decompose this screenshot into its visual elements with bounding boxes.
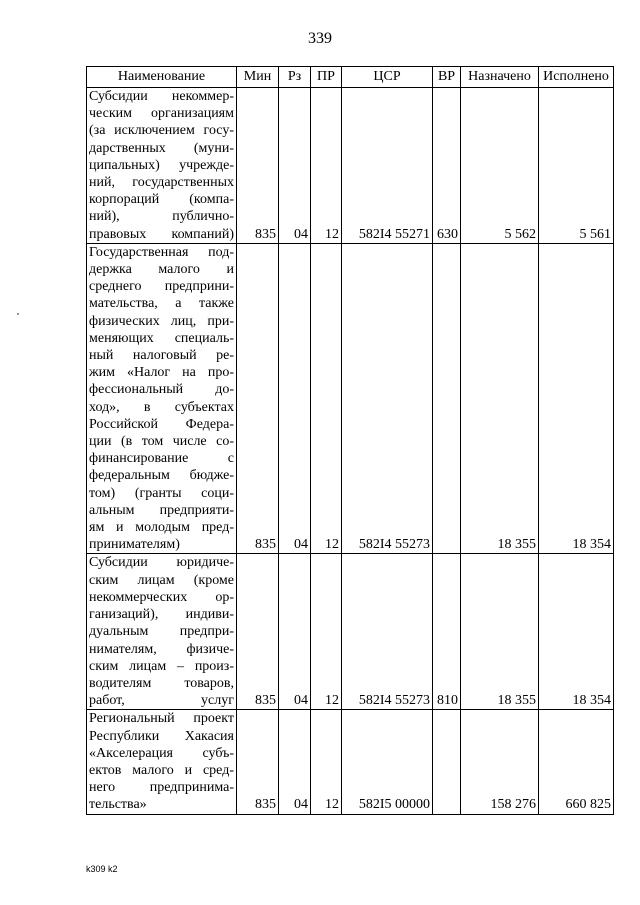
table-row [87,710,614,814]
row-name [87,554,237,710]
table-row [87,554,614,710]
row-name-line: нимателям, физиче- [89,641,234,657]
row-vr: 630 [433,88,461,244]
row-name-line: Субсидии юридиче- [89,555,234,571]
row-csr: 582I4 55273 [342,243,433,554]
table-row [87,243,614,554]
row-executed: 18 354 [539,554,614,710]
row-name-line: ципальных) учрежде- [89,157,234,173]
row-name-line: ний), публично- [89,209,234,225]
row-vr [433,243,461,554]
row-name-line: тельства» [89,797,147,813]
row-name-line: корпораций (компа- [89,192,234,208]
row-assigned: 18 355 [461,243,539,554]
row-name [87,88,237,244]
row-executed: 5 561 [539,88,614,244]
header-rz: Рз [279,67,311,88]
row-name-line: принимателям) [89,537,180,553]
row-name-line: «Акселерация субъ- [89,745,234,761]
row-name-line: Российской Федера- [89,416,234,432]
row-pr: 12 [311,710,342,814]
header-vr: ВР [433,67,461,88]
row-name-line: финансирование с [89,451,234,467]
row-min: 835 [237,88,279,244]
row-name [87,243,237,554]
header-assigned: Назначено [461,67,539,88]
row-assigned: 18 355 [461,554,539,710]
header-executed: Исполнено [539,67,614,88]
row-name-line: дуальным предпри- [89,624,234,640]
row-assigned: 5 562 [461,88,539,244]
row-name-line: работ, услуг [89,693,234,709]
header-pr: ПР [311,67,342,88]
row-pr: 12 [311,554,342,710]
table-row [87,88,614,244]
row-name-line: федеральным бюдже- [89,468,234,484]
header-name: Наименование [87,67,237,88]
row-name-line: том) (гранты соци- [89,485,234,501]
row-pr: 12 [311,243,342,554]
budget-table [86,66,614,815]
row-name-line: ским лицам (кроме [89,572,234,588]
row-name-line: ний, государственных [89,175,234,191]
header-csr: ЦСР [342,67,433,88]
row-name-line: держка малого и [89,262,234,278]
row-name-line: некоммерческих ор- [89,589,234,605]
row-name-line: меняющих специаль- [89,330,234,346]
page-number: 339 [308,30,332,47]
row-name-line: него предпринима- [89,780,234,796]
row-min: 835 [237,710,279,814]
row-name-line: Республики Хакасия [89,728,234,744]
footer-code: k309 k2 [86,864,118,874]
row-name-line: правовых компаний) [89,226,234,242]
row-name-line: ный налоговый ре- [89,348,234,364]
row-name-line: ям и молодым пред- [89,520,234,536]
row-name-line: среднего предприни- [89,279,234,295]
row-name-line: Субсидии некоммер- [89,89,234,104]
row-name-line: мательства, а также [89,296,234,312]
row-vr [433,710,461,814]
row-rz: 04 [279,554,311,710]
header-min: Мин [237,67,279,88]
row-csr: 582I4 55273 [342,554,433,710]
row-rz: 04 [279,88,311,244]
row-rz: 04 [279,710,311,814]
row-name-line: альным предприяти- [89,502,234,518]
row-name-line: Государственная под- [89,244,234,260]
row-name-line: ектов малого и сред- [89,762,234,778]
row-vr: 810 [433,554,461,710]
row-csr: 582I4 55271 [342,88,433,244]
row-rz: 04 [279,243,311,554]
header-row [87,67,614,88]
row-min: 835 [237,554,279,710]
row-name-line: жим «Налог на про- [89,365,234,381]
row-name-line: ции (в том числе со- [89,434,234,450]
row-assigned: 158 276 [461,710,539,814]
row-min: 835 [237,243,279,554]
row-name-line: Региональный проект [89,711,234,727]
row-name-line: ским лицам – произ- [89,658,234,674]
row-name-line: ганизаций), индиви- [89,607,234,623]
row-executed: 18 354 [539,243,614,554]
row-name-line: (за исключением госу- [89,123,234,139]
row-name-line: фессиональный до- [89,382,234,398]
row-pr: 12 [311,88,342,244]
row-name-line: дарственных (муни- [89,140,234,156]
row-name-line: водителям товаров, [89,675,234,691]
row-name-line: ход», в субъектах [89,399,234,415]
row-csr: 582I5 00000 [342,710,433,814]
row-name-line: физических лиц, при- [89,313,234,329]
scan-speck [17,313,19,315]
row-name [87,710,237,814]
row-executed: 660 825 [539,710,614,814]
row-name-line: ческим организациям [89,106,234,122]
